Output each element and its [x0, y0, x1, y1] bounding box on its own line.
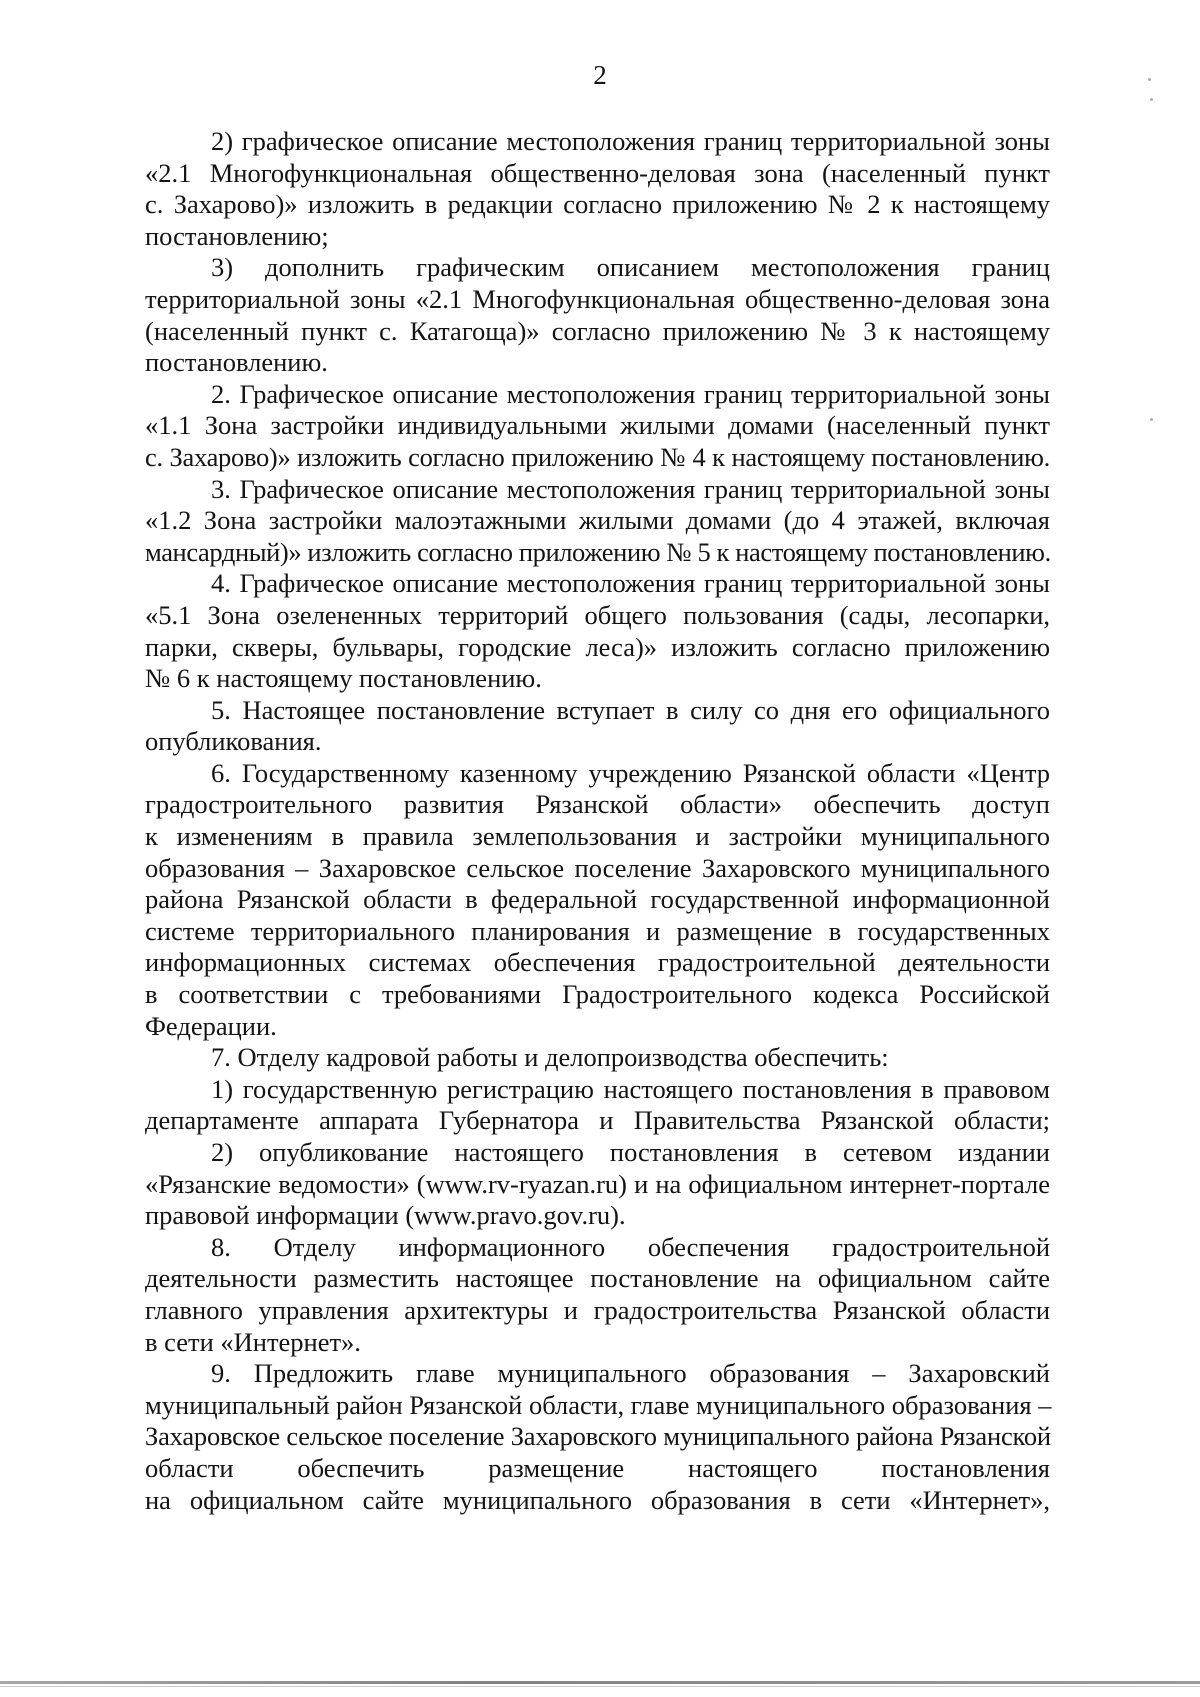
text-line: на официальном сайте муниципального образования в сети «Интернет», [145, 1484, 1050, 1515]
text-line: 3) дополнить графическим описанием местоположения границ [211, 252, 1050, 283]
text-line: департаменте аппарата Губернатора и Правительства Рязанской области; [145, 1105, 1050, 1136]
text-line: 2) графическое описание местоположения границ территориальной зоны [211, 126, 1050, 156]
text-line: 4. Графическое описание местоположения границ территориальной зоны [211, 568, 1050, 599]
text-line: района Рязанской области в федеральной государственной информационной [145, 884, 1050, 915]
scan-speck [1150, 418, 1153, 421]
text-line: 9. Предложить главе муниципального образования – Захаровский [211, 1358, 1050, 1389]
scan-edge-line [0, 1686, 1200, 1687]
text-line: в сети «Интернет». [145, 1326, 361, 1357]
scan-edge-line [0, 1681, 1200, 1684]
text-line: мансардный)» изложить согласно приложению № 5 к настоящему постановлению. [145, 536, 1051, 567]
text-line: образования – Захаровское сельское поселение Захаровского муниципального [145, 852, 1050, 883]
scan-speck [1148, 78, 1151, 81]
text-line: № 6 к настоящему постановлению. [145, 663, 542, 694]
text-line: 3. Графическое описание местоположения границ территориальной зоны [211, 473, 1050, 504]
text-line: территориальной зоны «2.1 Многофункциональная общественно-деловая зона [145, 283, 1050, 314]
text-line: к изменениям в правила землепользования и застройки муниципального [145, 821, 1050, 852]
document-body [145, 126, 1050, 1516]
text-line: деятельности разместить настоящее постановление на официальном сайте [145, 1263, 1050, 1294]
text-line: парки, скверы, бульвары, городские леса)» изложить согласно приложению [145, 631, 1050, 662]
text-line: 2) опубликование настоящего постановления в сетевом издании [211, 1137, 1050, 1167]
text-line: (населенный пункт с. Катагоща)» согласно приложению № 3 к настоящему [145, 315, 1050, 346]
text-line: «Рязанские ведомости» (www.rv-ryazan.ru) и на официальном интернет-портале [145, 1168, 1050, 1199]
text-line: 5. Настоящее постановление вступает в силу со дня его официального [211, 694, 1050, 725]
text-line: муниципальный район Рязанской области, главе муниципального образования – [145, 1389, 1052, 1420]
text-line: «2.1 Многофункциональная общественно-деловая зона (населенный пункт [145, 157, 1050, 188]
text-line: постановлению. [145, 347, 328, 378]
text-line: 2. Графическое описание местоположения границ территориальной зоны [211, 378, 1050, 409]
text-line: области обеспечить размещение настоящего постановления [145, 1452, 1050, 1483]
scan-speck [1150, 98, 1153, 101]
text-line: «1.1 Зона застройки индивидуальными жилыми домами (населенный пункт [145, 410, 1050, 441]
text-line: градостроительного развития Рязанской области» обеспечить доступ [145, 789, 1050, 820]
text-line: информационных системах обеспечения градостроительной деятельности [145, 947, 1050, 978]
text-line: правовой информации (www.pravo.gov.ru). [145, 1200, 626, 1231]
text-line: 1) государственную регистрацию настоящего постановления в правовом [211, 1073, 1050, 1104]
text-line: системе территориального планирования и размещение в государственных [145, 915, 1050, 946]
text-line: в соответствии с требованиями Градостроительного кодекса Российской [145, 979, 1050, 1010]
text-line: «5.1 Зона озелененных территорий общего пользования (сады, лесопарки, [145, 599, 1050, 630]
text-line: опубликования. [145, 726, 322, 757]
page-number: 2 [593, 60, 607, 90]
text-line: 8. Отделу информационного обеспечения градостроительной [211, 1231, 1050, 1262]
text-line: с. Захарово)» изложить согласно приложению № 4 к настоящему постановлению. [145, 441, 1050, 472]
text-line: Захаровское сельское поселение Захаровского муниципального района Рязанской [145, 1421, 1051, 1452]
text-line: с. Захарово)» изложить в редакции согласно приложению № 2 к настоящему [145, 189, 1050, 220]
text-line: постановлению; [145, 220, 329, 251]
text-line: главного управления архитектуры и градостроительства Рязанской области [145, 1294, 1050, 1325]
text-line: Федерации. [145, 1010, 277, 1041]
text-line: 6. Государственному казенному учреждению Рязанской области «Центр [211, 757, 1050, 788]
text-line: 7. Отделу кадровой работы и делопроизводства обеспечить: [211, 1042, 889, 1073]
text-line: «1.2 Зона застройки малоэтажными жилыми домами (до 4 этажей, включая [145, 505, 1050, 536]
